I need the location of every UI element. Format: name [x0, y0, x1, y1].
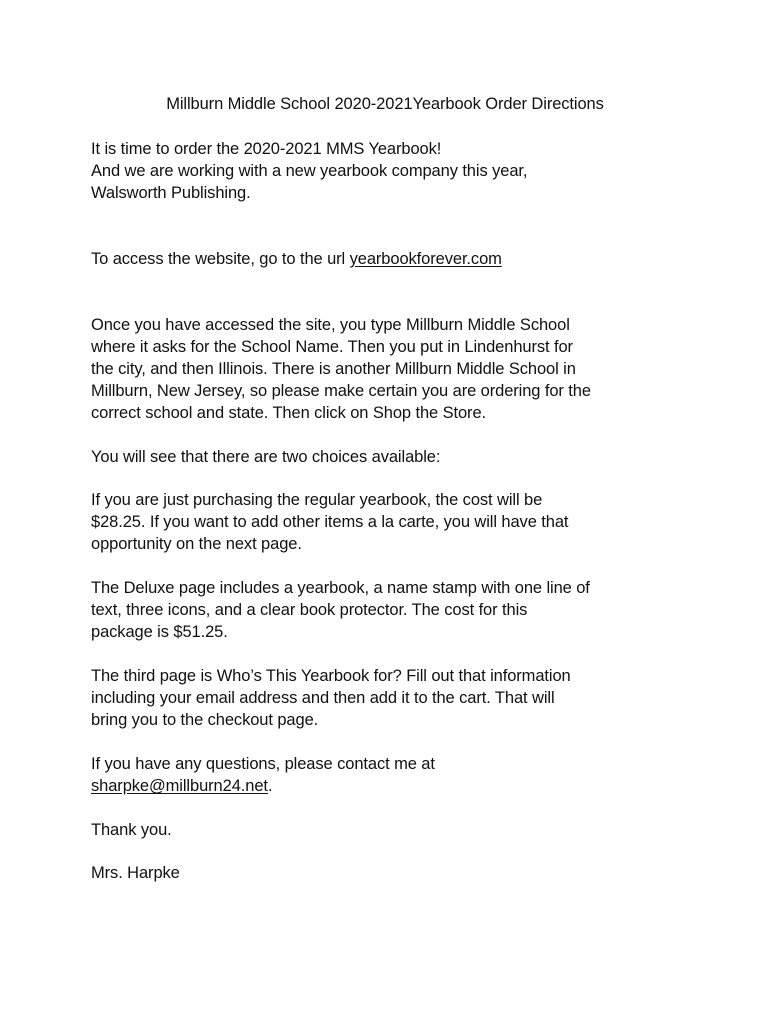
access-prefix: To access the website, go to the url: [91, 250, 350, 268]
third-page-paragraph: [91, 665, 691, 731]
regular-line-1: If you are just purchasing the regular yearbook, the cost will be: [91, 491, 543, 509]
instructions-line-4: Millburn, New Jersey, so please make certain you are ordering for the: [91, 382, 591, 400]
instructions-line-5: correct school and state. Then click on Shop the Store.: [91, 404, 487, 422]
third-page-line-2: including your email address and then add it to the cart. That will: [91, 689, 555, 707]
intro-line-3: Walsworth Publishing.: [91, 184, 251, 202]
deluxe-line-2: text, three icons, and a clear book protector. The cost for this: [91, 601, 528, 619]
deluxe-line-3: package is $51.25.: [91, 623, 228, 641]
instructions-line-1: Once you have accessed the site, you type Millburn Middle School: [91, 316, 570, 334]
contact-line-1: If you have any questions, please contact me at: [91, 755, 435, 773]
website-link[interactable]: yearbookforever.com: [349, 250, 502, 268]
intro-line-1: It is time to order the 2020-2021 MMS Yearbook!: [91, 140, 442, 158]
third-page-line-1: The third page is Who’s This Yearbook for? Fill out that information: [91, 667, 571, 685]
instructions-line-2: where it asks for the School Name. Then you put in Lindenhurst for: [91, 338, 573, 356]
intro-line-2: And we are working with a new yearbook company this year,: [91, 162, 528, 180]
signature-line: Mrs. Harpke: [91, 864, 180, 882]
access-paragraph: [91, 248, 691, 270]
deluxe-paragraph: [91, 577, 691, 643]
contact-paragraph: [91, 753, 691, 797]
choices-line: You will see that there are two choices available:: [91, 448, 441, 466]
contact-suffix: .: [267, 777, 273, 795]
email-link[interactable]: sharpke@millburn24.net: [91, 777, 268, 795]
document-title: Millburn Middle School 2020-2021Yearbook Order Directions: [166, 95, 604, 113]
regular-paragraph: [91, 489, 691, 555]
contact-line-2: [91, 775, 691, 797]
thanks-paragraph: [91, 819, 691, 841]
deluxe-line-1: The Deluxe page includes a yearbook, a name stamp with one line of: [91, 579, 590, 597]
signature-paragraph: [91, 862, 691, 884]
instructions-line-3: the city, and then Illinois. There is another Millburn Middle School in: [91, 360, 576, 378]
third-page-line-3: bring you to the checkout page.: [91, 711, 319, 729]
regular-line-3: opportunity on the next page.: [91, 535, 302, 553]
access-line: [91, 248, 691, 270]
thanks-line: Thank you.: [91, 821, 172, 839]
choices-paragraph: [91, 446, 691, 468]
regular-line-2: $28.25. If you want to add other items a la carte, you will have that: [91, 513, 569, 531]
instructions-paragraph: [91, 314, 691, 424]
intro-paragraph: [91, 138, 691, 204]
